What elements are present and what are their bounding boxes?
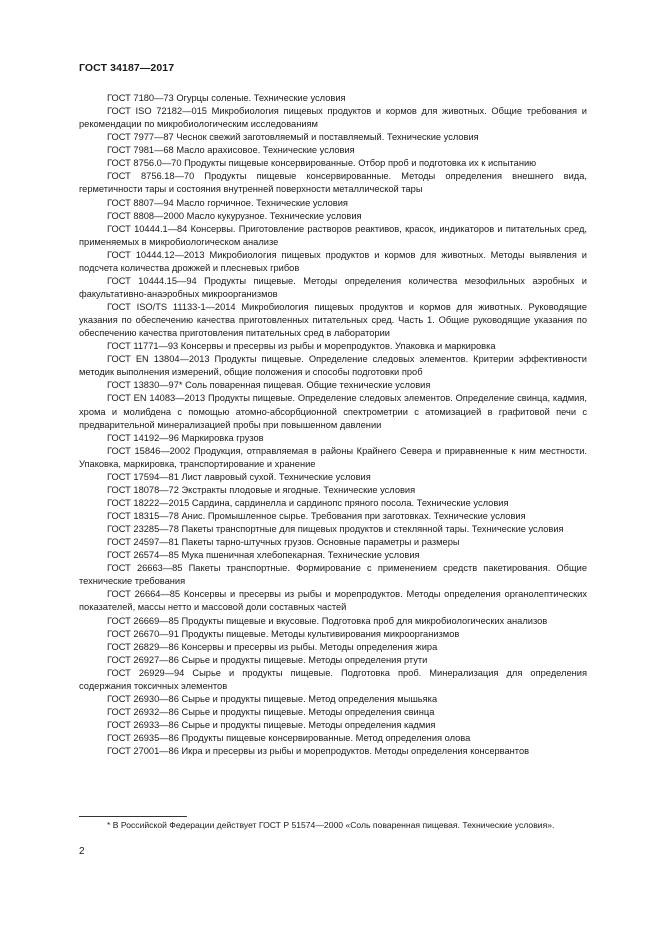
reference-item: ГОСТ 8756.0—70 Продукты пищевые консервированные. Отбор проб и подготовка их к испытанию — [107, 158, 537, 169]
reference-item: ГОСТ 26929—94 Сырье и продукты пищевые. Подготовка проб. Минерализация для определения содержания токсичных элементов — [79, 667, 587, 691]
reference-item: ГОСТ 26664—85 Консервы и пресервы из рыбы и морепродуктов. Методы определения органолептических показателей, массы нетто и массовой доли составных частей — [79, 589, 587, 613]
reference-item: ГОСТ 13830—97* Соль поваренная пищевая. Общие технические условия — [107, 380, 431, 391]
reference-item: ГОСТ 8807—94 Масло горчичное. Технические условия — [107, 197, 348, 208]
reference-item: ГОСТ 26927—86 Сырье и продукты пищевые. Методы определения ртути — [107, 654, 428, 665]
reference-item: ГОСТ 27001—86 Икра и пресервы из рыбы и морепродуктов. Методы определения консервантов — [107, 746, 530, 757]
reference-item: ГОСТ 17594—81 Лист лавровый сухой. Технические условия — [107, 471, 371, 482]
reference-item: ГОСТ 26933—86 Сырье и продукты пищевые. Методы определения кадмия — [107, 720, 436, 730]
reference-item: ГОСТ 15846—2002 Продукция, отправляемая в районы Крайнего Севера и приравненные к ним местности. Упаковка, маркировка, транспортирование и хранение — [79, 445, 587, 469]
reference-item: ГОСТ 18078—72 Экстракты плодовые и ягодные. Технические условия — [107, 484, 416, 495]
reference-item: ГОСТ EN 14083—2013 Продукты пищевые. Определение следовых элементов. Определение свинца, кадмия, хрома и молибдена с помощью атомно-абсорбционной спектрометрии с атомизацией в графитовой печи с предварительной минерализацией пробы при повышенном давлении — [79, 393, 587, 430]
reference-item: ГОСТ 7977—87 Чеснок свежий заготовляемый и поставляемый. Технические условия — [107, 132, 479, 143]
reference-item: ГОСТ 26935—86 Продукты пищевые консервированные. Метод определения олова — [107, 733, 471, 744]
reference-item: ГОСТ EN 13804—2013 Продукты пищевые. Определение следовых элементов. Критерии эффективности методик выполнения измерений, общие положения и способы подготовки проб — [79, 354, 587, 378]
reference-item: ГОСТ 8756.18—70 Продукты пищевые консервированные. Методы определения внешнего вида, герметичности тары и состояния внутренней поверхности металлической тары — [79, 171, 587, 195]
reference-item: ГОСТ 26669—85 Продукты пищевые и вкусовые. Подготовка проб для микробиологических анализов — [107, 615, 548, 626]
footnote: * В Российской Федерации действует ГОСТ Р 51574—2000 «Соль поваренная пищевая. Технические условия». — [107, 820, 555, 830]
reference-item: ГОСТ 26930—86 Сырье и продукты пищевые. Метод определения мышьяка — [107, 693, 438, 704]
reference-item: ГОСТ 18222—2015 Сардина, сардинелла и сардинопс пряного посола. Технические условия — [107, 497, 509, 508]
normative-references-list — [79, 92, 587, 758]
reference-item: ГОСТ 7180—73 Огурцы соленые. Технические условия — [107, 93, 346, 103]
reference-item: ГОСТ 14192—96 Маркировка грузов — [107, 432, 264, 443]
reference-item: ГОСТ 11771—93 Консервы и пресервы из рыбы и морепродуктов. Упаковка и маркировка — [107, 341, 496, 352]
reference-item: ГОСТ 26829—86 Консервы и пресервы из рыбы. Методы определения жира — [107, 641, 438, 652]
reference-item: ГОСТ 7981—68 Масло арахисовое. Технические условия — [107, 145, 355, 156]
reference-item: ГОСТ 10444.1—84 Консервы. Приготовление растворов реактивов, красок, индикаторов и питательных сред, применяемых в микробиологическом анализе — [79, 223, 587, 247]
reference-item: ГОСТ 26670—91 Продукты пищевые. Методы культивирования микроорганизмов — [107, 628, 460, 639]
reference-item: ГОСТ 8808—2000 Масло кукурузное. Технические условия — [107, 210, 362, 221]
reference-item: ГОСТ 26932—86 Сырье и продукты пищевые. Методы определения свинца — [107, 706, 435, 717]
reference-item: ГОСТ 10444.15—94 Продукты пищевые. Методы определения количества мезофильных аэробных и факультативно-анаэробных микроорганизмов — [79, 275, 587, 299]
footnote-divider — [79, 816, 187, 817]
document-header: ГОСТ 34187—2017 — [79, 62, 175, 74]
reference-item: ГОСТ 24597—81 Пакеты тарно-штучных грузов. Основные параметры и размеры — [107, 537, 460, 548]
reference-item: ГОСТ ISO 72182—015 Микробиология пищевых продуктов и кормов для животных. Общие требования и рекомендации по микробиологическим исследованиям — [79, 106, 587, 130]
reference-item: ГОСТ 23285—78 Пакеты транспортные для пищевых продуктов и стеклянной тары. Технические условия — [107, 524, 564, 535]
reference-item: ГОСТ 18315—78 Анис. Промышленное сырье. Требования при заготовках. Технические условия — [107, 511, 526, 521]
reference-item: ГОСТ 26663—85 Пакеты транспортные. Формирование с применением средств пакетирования. Общие технические требования — [79, 563, 587, 587]
page-number: 2 — [79, 846, 85, 857]
reference-item: ГОСТ 10444.12—2013 Микробиология пищевых продуктов и кормов для животных. Методы выявления и подсчета количества дрожжей и плесневых грибов — [79, 249, 587, 273]
reference-item: ГОСТ 26574—85 Мука пшеничная хлебопекарная. Технические условия — [107, 550, 420, 561]
reference-item: ГОСТ ISO/TS 11133-1—2014 Микробиология пищевых продуктов и кормов для животных. Руководящие указания по обеспечению качества приготовленных питательных сред. Часть 1. Общие руководящие указания по обеспечению качества приготовления питательных сред в лаборатории — [79, 302, 587, 339]
